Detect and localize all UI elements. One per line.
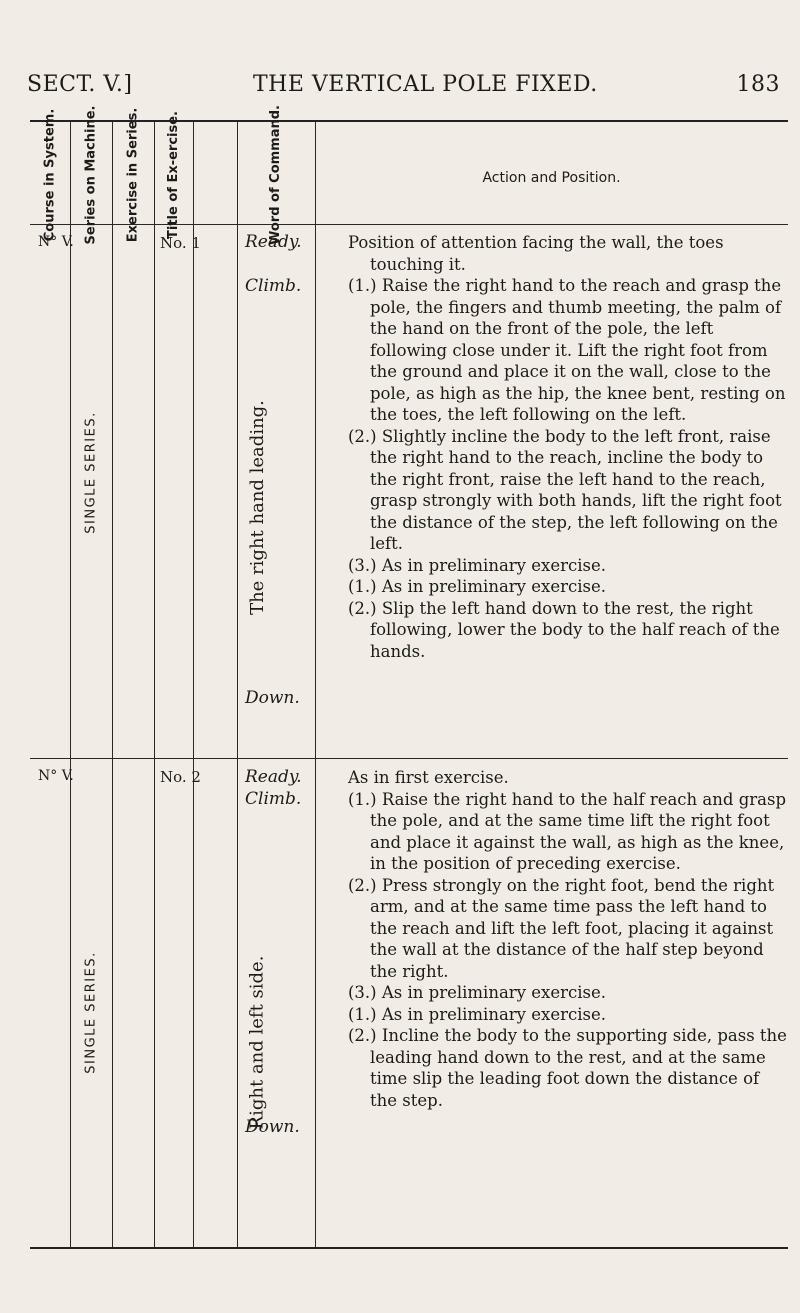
- column-header-series: Series on Machine.: [83, 105, 99, 245]
- row1-action-position: Position of attention facing the wall, the toes touching it.: [348, 233, 724, 274]
- row1-exercise: No. 1: [160, 234, 201, 252]
- row2-series: SINGLE SERIES.: [83, 950, 99, 1074]
- row1-action-climb-1: (1.) Raise the right hand to the reach and grasp the pole, the fingers and thumb meeting, the palm of the hand on the front of the pole, the left following close under it. Lift the right foot from the ground and place it on the wall, close to the pole, as high as the hip, the knee bent, resting on the toes, the left following on the left.: [348, 276, 786, 424]
- page-number: 183: [736, 72, 780, 97]
- row1-action-climb-2: (2.) Slightly incline the body to the left front, raise the right hand to the reach, incline the body to the right front, raise the left hand to the reach, grasp strongly with both hands, lift the right foot the distance of the step, the left following on the left.: [348, 426, 782, 553]
- running-title: THE VERTICAL POLE FIXED.: [253, 72, 598, 97]
- row2-action-climb-2: (2.) Press strongly on the right foot, bend the right arm, and at the same time pass the left hand to the reach and lift the left foot, placing it against the wall at the distance of the half step beyond the right.: [348, 875, 775, 981]
- column-header-exercise: Exercise in Series.: [125, 107, 141, 243]
- row2-title: Right and left side.: [246, 955, 268, 1129]
- row2-action-climb-3: (3.) As in preliminary exercise.: [348, 983, 606, 1002]
- row2-command-down: Down.: [245, 1117, 300, 1137]
- page-header: [25, 72, 780, 112]
- column-header-course: Course in System.: [42, 108, 58, 242]
- row2-action-down-2: (2.) Incline the body to the supporting side, pass the leading hand down to the rest, and at the same time slip the leading foot down the distance of the step.: [348, 1026, 787, 1110]
- row1-action-down-2: (2.) Slip the left hand down to the rest, the right following, lower the body to the half reach of the hands.: [348, 598, 780, 661]
- row1-command-ready: Ready.: [245, 232, 302, 252]
- column-header-title: Title of Ex-ercise.: [165, 111, 181, 239]
- column-header-command: Word of Command.: [268, 105, 283, 245]
- row1-action-climb-3: (3.) As in preliminary exercise.: [348, 555, 606, 575]
- row2-course: N° V.: [38, 768, 74, 784]
- row2-action-position: As in first exercise.: [348, 768, 509, 787]
- row1-action-down-1: (1.) As in preliminary exercise.: [348, 577, 606, 596]
- row1-command-down: Down.: [245, 688, 300, 708]
- row2-command-climb: Climb.: [245, 789, 302, 809]
- row2-action-down-1: (1.) As in preliminary exercise.: [348, 1004, 606, 1024]
- section-label: SECT. V.]: [27, 72, 133, 97]
- row1-title: The right hand leading.: [246, 399, 268, 615]
- row1-command-climb: Climb.: [245, 276, 302, 296]
- row2-actions: [348, 767, 788, 1111]
- exercise-table: [30, 105, 788, 1249]
- column-header-action: Action and Position.: [482, 170, 621, 186]
- row2-exercise: No. 2: [160, 768, 201, 786]
- row2-action-climb-1: (1.) Raise the right hand to the half reach and grasp the pole, and at the same time lift the right foot and place it against the wall, as high as the knee, in the position of preceding exercise.: [348, 789, 787, 873]
- row1-course: N° V.: [38, 234, 74, 250]
- row1-actions: [348, 232, 788, 662]
- row1-series: SINGLE SERIES.: [83, 410, 99, 534]
- row2-command-ready: Ready.: [245, 767, 302, 787]
